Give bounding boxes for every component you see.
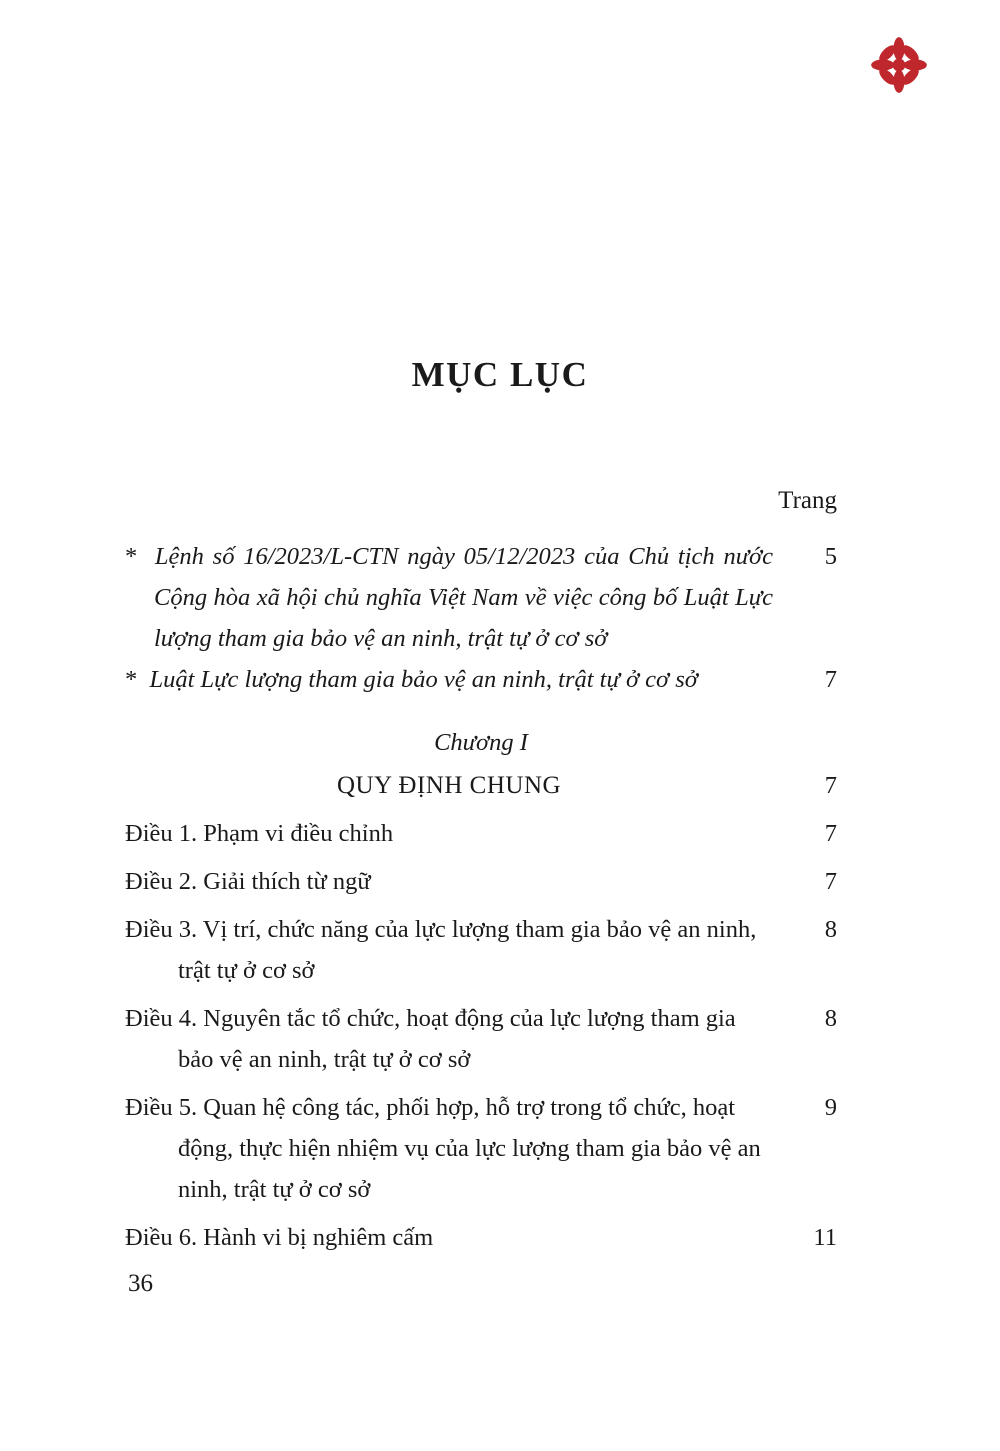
toc-entry-page: 8 [824, 1005, 837, 1032]
flower-icon [870, 36, 928, 94]
chapter-page: 7 [824, 772, 837, 799]
toc-entry-page: 9 [824, 1094, 837, 1121]
toc-entry-article-2[interactable] [125, 861, 837, 902]
toc-entry-page: 7 [824, 820, 837, 847]
toc-entry-page: 5 [824, 543, 837, 570]
toc-entry-page: 8 [824, 916, 837, 943]
toc-entry-chapter-title[interactable] [125, 765, 837, 806]
toc-entry-article-6[interactable] [125, 1217, 837, 1258]
column-header-page: Trang [778, 487, 837, 514]
toc-entry-text: * Lệnh số 16/2023/L-CTN ngày 05/12/2023 của Chủ tịch nước Cộng hòa xã hội chủ nghĩa Việt Nam về việc công bố Luật Lực lượng tham gia bảo vệ an ninh, trật tự ở cơ sở [125, 543, 774, 652]
toc-entry-page: 11 [813, 1224, 837, 1251]
toc-entry-page: 7 [824, 666, 837, 693]
toc-entry-text: Điều 4. Nguyên tắc tổ chức, hoạt động của lực lượng tham gia bảo vệ an ninh, trật tự ở cơ sở [125, 1005, 736, 1073]
toc-entry-article-5[interactable] [125, 1087, 837, 1210]
toc-entry-text: Điều 5. Quan hệ công tác, phối hợp, hỗ trợ trong tổ chức, hoạt động, thực hiện nhiệm vụ của lực lượng tham gia bảo vệ an ninh, trật tự ở cơ sở [125, 1094, 761, 1203]
table-of-contents [125, 536, 837, 1258]
chapter-label: Chương I [434, 729, 528, 756]
toc-entry-article-3[interactable] [125, 909, 837, 991]
toc-entry-text: Điều 6. Hành vi bị nghiêm cấm [125, 1224, 434, 1251]
bullet-star: * [125, 543, 155, 570]
page-title: MỤC LỤC [411, 355, 589, 394]
bullet-star: * [125, 666, 150, 693]
toc-entry-article-4[interactable] [125, 998, 837, 1080]
footer-page-number: 36 [128, 1270, 153, 1297]
toc-entry-lenh-so[interactable] [125, 536, 837, 659]
toc-entry-text: Điều 1. Phạm vi điều chỉnh [125, 820, 394, 847]
chapter-title: QUY ĐỊNH CHUNG [336, 772, 562, 799]
toc-entry-page: 7 [824, 868, 837, 895]
toc-entry-luat-luc-luong[interactable] [125, 659, 837, 700]
toc-entry-text: Điều 2. Giải thích từ ngữ [125, 868, 371, 895]
toc-entry-article-1[interactable] [125, 813, 837, 854]
toc-entry-text: Điều 3. Vị trí, chức năng của lực lượng tham gia bảo vệ an ninh, trật tự ở cơ sở [125, 916, 757, 984]
toc-entry-text: * Luật Lực lượng tham gia bảo vệ an ninh, trật tự ở cơ sở [125, 666, 698, 693]
